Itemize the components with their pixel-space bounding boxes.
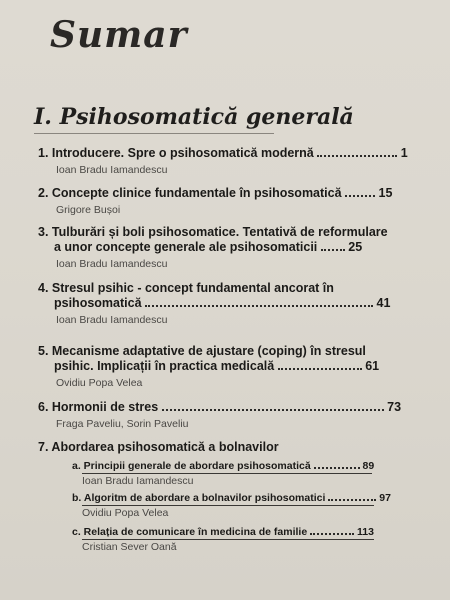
toc-page-number: 89 <box>362 460 375 472</box>
leader-dots <box>345 195 375 197</box>
toc-author: Fraga Paveliu, Sorin Paveliu <box>56 418 189 430</box>
toc-entry-title-text: 2. Concepte clinice fundamentale în psihosomatică <box>38 186 342 200</box>
toc-author: Ioan Bradu Iamandescu <box>56 314 168 326</box>
toc-entry-title-line: 4. Stresul psihic - concept fundamental ancorat în <box>38 281 334 295</box>
toc-author: Cristian Sever Oană <box>82 541 177 553</box>
toc-entry-title <box>38 225 416 255</box>
toc-author: Ioan Bradu Iamandescu <box>56 258 168 270</box>
subentry-underline <box>82 505 374 506</box>
toc-entry-title-text: psihosomatică <box>54 296 142 310</box>
page-title: Sumar <box>50 14 188 56</box>
toc-subentry-title <box>72 526 416 539</box>
toc-entry-title-text: a unor concepte generale ale psihosomaticii <box>54 240 318 254</box>
toc-subentry-title <box>72 492 416 505</box>
toc-author: Grigore Bușoi <box>56 204 121 216</box>
leader-dots <box>278 368 362 370</box>
toc-entry-title-text: psihic. Implicații în practica medicală <box>54 359 275 373</box>
toc-entry-title-line <box>54 359 416 374</box>
leader-dots <box>317 155 397 157</box>
toc-entry-title-text: 1. Introducere. Spre o psihosomatică modernă <box>38 146 314 160</box>
toc-subentry-title-text: a. Principii generale de abordare psihosomatică <box>72 460 311 472</box>
toc-page-number: 73 <box>387 400 402 414</box>
toc-entry-title: 7. Abordarea psihosomatică a bolnavilor <box>38 440 279 454</box>
toc-entry-title <box>38 281 416 311</box>
toc-entry-title <box>38 186 416 201</box>
toc-page-number: 1 <box>400 146 408 160</box>
toc-subentry-title-text: c. Relația de comunicare în medicina de familie <box>72 526 308 538</box>
toc-subentry-title-text: b. Algoritm de abordare a bolnavilor psihosomatici <box>72 492 326 504</box>
toc-entry-title <box>38 344 416 374</box>
toc-page-number: 61 <box>365 359 380 373</box>
leader-dots <box>310 533 354 535</box>
leader-dots <box>328 499 376 501</box>
toc-entry <box>38 400 416 430</box>
toc-entry-title <box>38 146 416 161</box>
toc-author: Ovidiu Popa Velea <box>56 377 143 389</box>
toc-subentry-title <box>72 460 416 473</box>
leader-dots <box>162 409 384 411</box>
toc-entry-title-line: 5. Mecanisme adaptative de ajustare (coping) în stresul <box>38 344 366 358</box>
toc-entry-title-text: 6. Hormonii de stres <box>38 400 159 414</box>
leader-dots <box>314 467 360 469</box>
toc-entry <box>38 344 416 389</box>
toc-author: Ovidiu Popa Velea <box>82 507 169 519</box>
toc-page-number: 25 <box>348 240 363 254</box>
toc-entry-title-line <box>54 296 416 311</box>
subentry-underline <box>82 539 374 540</box>
leader-dots <box>145 305 373 307</box>
leader-dots <box>321 249 345 251</box>
toc-page-number: 113 <box>357 526 374 538</box>
toc-entry <box>38 440 416 455</box>
toc-entry-title-line <box>54 240 416 255</box>
toc-page-number: 15 <box>378 186 393 200</box>
toc-entry <box>38 281 416 326</box>
part-heading: I. Psihosomatică generală <box>34 104 354 130</box>
part-heading-divider <box>34 133 274 134</box>
toc-page-number: 41 <box>376 296 391 310</box>
toc-entry-title <box>38 400 416 415</box>
toc-entry <box>38 225 416 270</box>
toc-page-number: 97 <box>379 492 391 504</box>
toc-author: Ioan Bradu Iamandescu <box>56 164 168 176</box>
toc-author: Ioan Bradu Iamandescu <box>82 475 194 487</box>
subentry-underline <box>82 473 372 474</box>
toc-entry <box>38 186 416 216</box>
toc-entry-title-line: 3. Tulburări și boli psihosomatice. Tentativă de reformulare <box>38 225 388 239</box>
toc-entry <box>38 146 416 176</box>
